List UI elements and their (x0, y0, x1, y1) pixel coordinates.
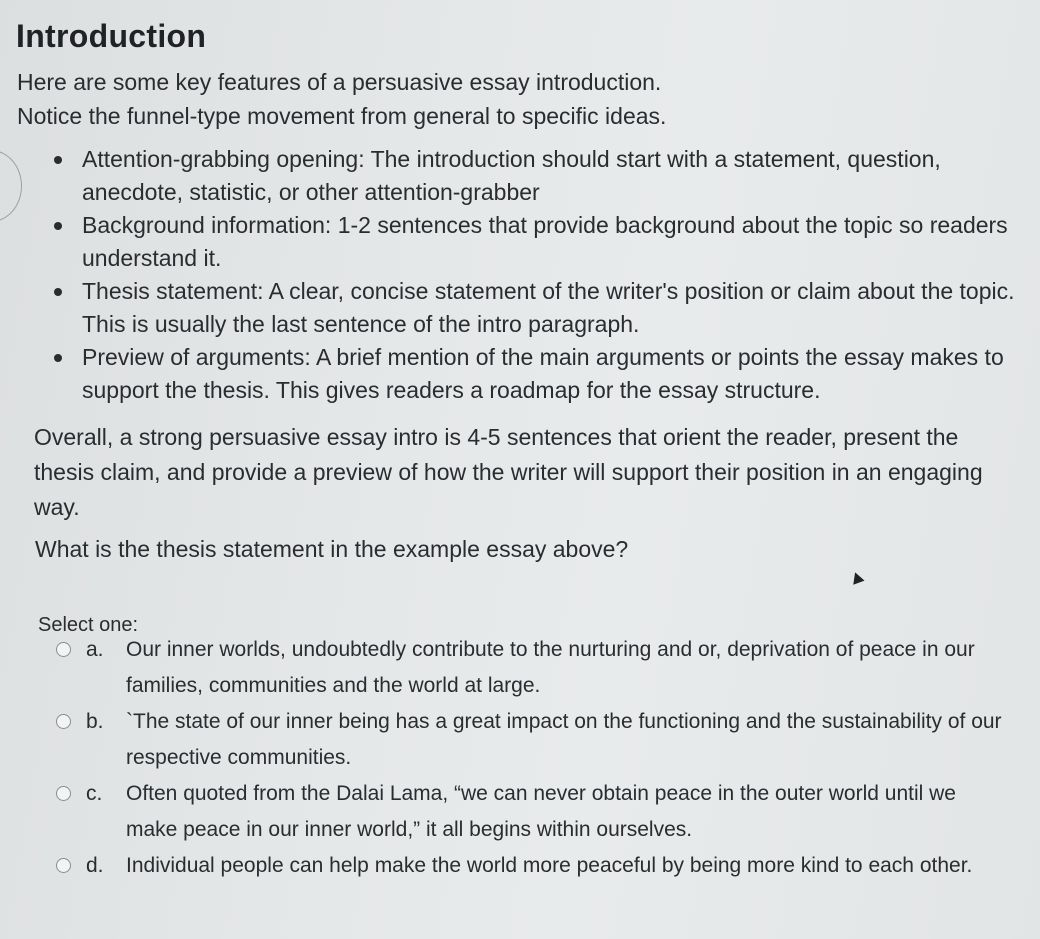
bullet-icon (54, 222, 62, 230)
radio-button-c[interactable] (56, 786, 71, 801)
radio-button-a[interactable] (56, 642, 71, 657)
option-text: Individual people can help make the world more peaceful by being more kind to each other. (126, 854, 973, 877)
answer-option-d[interactable] (56, 848, 1006, 884)
list-item (40, 209, 1020, 275)
answer-options (56, 632, 1006, 884)
option-letter: d. (86, 854, 104, 877)
bullet-icon (54, 156, 62, 164)
decorative-arc (0, 150, 22, 222)
option-text: Our inner worlds, undoubtedly contribute to the nurturing and or, deprivation of peace in our families, communities and the world at large. (126, 638, 975, 697)
bullet-text: Thesis statement: A clear, concise statement of the writer's position or claim about the topic. This is usually the last sentence of the intro paragraph. (82, 278, 1015, 337)
list-item (40, 275, 1020, 341)
option-letter: a. (86, 638, 104, 661)
summary-paragraph: Overall, a strong persuasive essay intro is 4-5 sentences that orient the reader, present the thesis claim, and provide a preview of how the writer will support their position in an engaging way. (34, 424, 983, 520)
option-text: `The state of our inner being has a great impact on the functioning and the sustainability of our respective communities. (126, 710, 1002, 769)
select-one-label: Select one: (38, 614, 139, 636)
option-letter: b. (86, 710, 104, 733)
radio-button-d[interactable] (56, 858, 71, 873)
mouse-cursor-icon (849, 570, 864, 584)
radio-button-b[interactable] (56, 714, 71, 729)
page-title: Introduction (16, 18, 207, 54)
answer-option-a[interactable] (56, 632, 1006, 704)
features-list (40, 143, 1020, 407)
answer-option-b[interactable] (56, 704, 1006, 776)
bullet-text: Attention-grabbing opening: The introduction should start with a statement, question, anecdote, statistic, or other attention-grabber (82, 146, 941, 205)
bullet-icon (54, 354, 62, 362)
option-letter: c. (86, 782, 103, 805)
intro-line-1: Here are some key features of a persuasive essay introduction. (17, 69, 662, 95)
option-text: Often quoted from the Dalai Lama, “we can never obtain peace in the outer world until we make peace in our inner world,” it all begins within ourselves. (126, 782, 956, 841)
intro-line-2: Notice the funnel-type movement from general to specific ideas. (17, 103, 667, 129)
list-item (40, 143, 1020, 209)
bullet-text: Preview of arguments: A brief mention of the main arguments or points the essay makes to support the thesis. This gives readers a roadmap for the essay structure. (82, 344, 1004, 403)
bullet-icon (54, 288, 62, 296)
question-text: What is the thesis statement in the example essay above? (35, 536, 629, 562)
bullet-text: Background information: 1-2 sentences that provide background about the topic so readers understand it. (82, 212, 1008, 271)
answer-option-c[interactable] (56, 776, 1006, 848)
list-item (40, 341, 1020, 407)
